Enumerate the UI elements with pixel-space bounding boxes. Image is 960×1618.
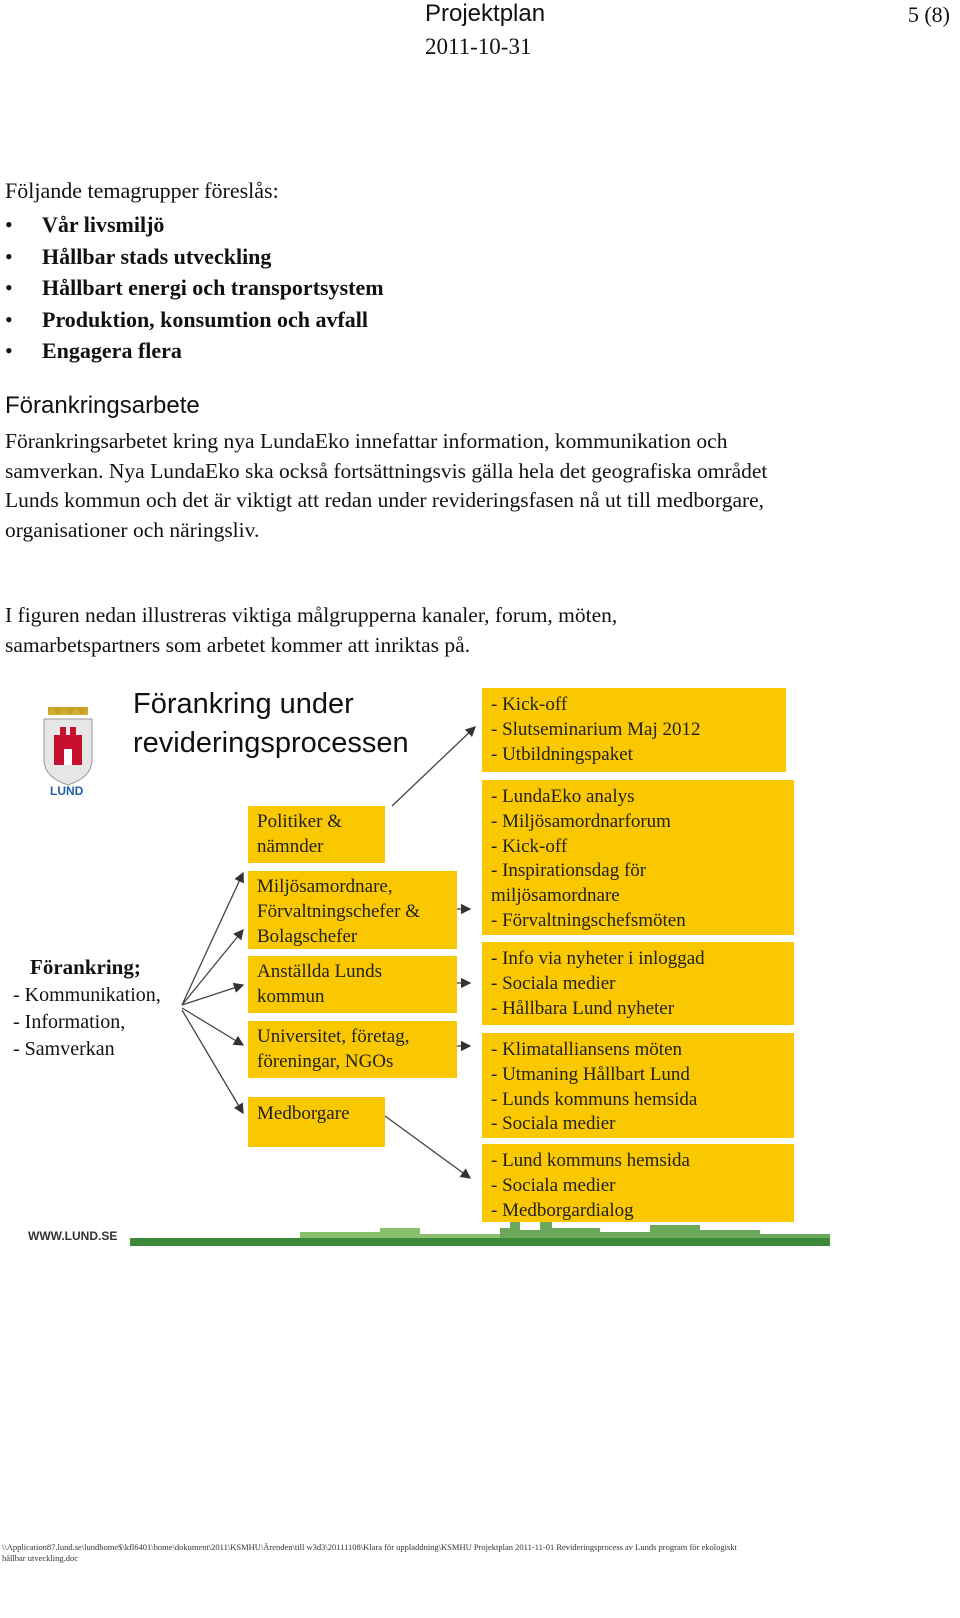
forankring-item: - Samverkan <box>13 1038 115 1060</box>
group-box-anstallda <box>248 956 457 1013</box>
theme-item: • Produktion, konsumtion och avfall <box>0 305 384 337</box>
group-label: Universitet, företag, föreningar, NGOs <box>257 1026 410 1072</box>
website-label: WWW.LUND.SE <box>28 1229 118 1243</box>
channel-box: - Info via nyheter i inloggad - Sociala medier - Hållbara Lund nyheter <box>482 942 794 1025</box>
page-number: 5 (8) <box>907 2 950 27</box>
document-date: 2011-10-31 <box>425 34 532 59</box>
themes-intro: Följande temagrupper föreslås: <box>5 178 279 203</box>
section-paragraph: Förankringsarbetet kring nya LundaEko innefattar information, kommunikation och samverkan. Nya LundaEko ska också fortsättningsvis gälla hela det geografiska området Lunds kommun och det är viktigt att redan under revideringsfasen nå ut till medborgare, organisationer och näringsliv. <box>5 429 768 542</box>
bullet-icon: • <box>5 243 13 269</box>
document-title: Projektplan <box>425 0 546 27</box>
forankring-title: Förankring; <box>30 955 141 979</box>
group-box-universitet <box>248 1021 457 1078</box>
channel-box: - LundaEko analys - Miljösamordnarforum - Kick-off - Inspirationsdag för miljösamordnare - Förvaltningschefsmöten <box>482 780 794 935</box>
forankring-item: - Kommunikation, <box>13 984 161 1006</box>
group-box-politiker <box>248 806 385 863</box>
file-path-footer: \\Application87.lund.se\lundhome$\kfl6401\home\dokument\2011\KSMHU\Ärenden\till w3d3\20111108\Klara för uppladdning\KSMHU Projektplan 2011-11-01 Revideringsprocess av Lunds program för ekologiskt hållbar utveckling.doc <box>2 1542 737 1563</box>
group-box-medborgare <box>248 1097 385 1147</box>
bullet-icon: • <box>5 306 13 332</box>
channel-box: - Kick-off - Slutseminarium Maj 2012 - Utbildningspaket <box>482 688 786 772</box>
themes-list <box>0 210 384 368</box>
section-heading: Förankringsarbete <box>5 392 200 419</box>
theme-item: • Hållbart energi och transportsystem <box>0 273 384 305</box>
bullet-icon: • <box>5 212 13 237</box>
channel-box: - Lund kommuns hemsida - Sociala medier - Medborgardialog <box>482 1144 794 1222</box>
bullet-icon: • <box>5 275 13 300</box>
group-label: Medborgare <box>257 1103 350 1124</box>
channel-box: - Klimatalliansens möten - Utmaning Hållbart Lund - Lunds kommuns hemsida - Sociala medier <box>482 1033 794 1138</box>
logo-text: LUND <box>50 784 84 798</box>
forankring-item: - Information, <box>13 1011 126 1033</box>
group-box-miljosamordnare <box>248 871 457 949</box>
group-label: Miljösamordnare, Förvaltningschefer & Bolagschefer <box>257 876 421 947</box>
group-label: Anställda Lunds kommun <box>257 961 383 1007</box>
section-paragraph: I figuren nedan illustreras viktiga målgrupperna kanaler, forum, möten, samarbetspartners som arbetet kommer att inriktas på. <box>5 603 618 657</box>
diagram-canvas <box>0 680 960 1260</box>
group-label: Politiker & nämnder <box>257 811 342 857</box>
theme-item: • Vår livsmiljö <box>0 210 384 242</box>
bullet-icon: • <box>5 338 13 363</box>
theme-item: • Hållbar stads utveckling <box>0 242 384 274</box>
figure-title: Förankring under revideringsprocessen <box>133 688 409 759</box>
theme-item: • Engagera flera <box>0 336 384 368</box>
